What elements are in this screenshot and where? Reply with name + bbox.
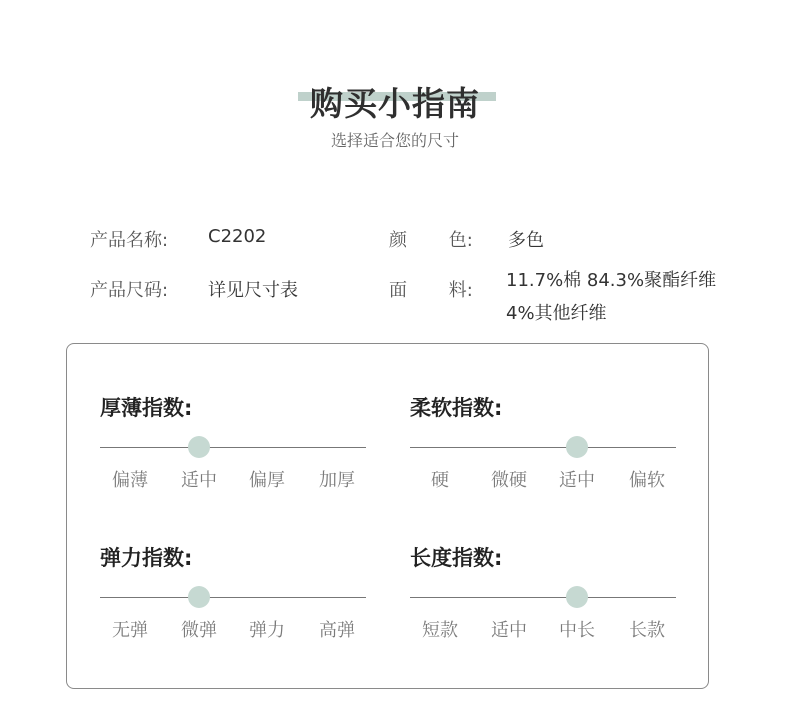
page-title: 购买小指南 (310, 84, 480, 123)
thickness-index-option: 偏厚 (249, 470, 285, 491)
thickness-index-title: 厚薄指数: (100, 396, 193, 420)
length-index-option: 中长 (559, 620, 595, 641)
length-index-option: 长款 (629, 620, 665, 641)
product-fabric-line2: 4%其他纤维 (506, 303, 607, 324)
product-fabric-label: 面 料: (389, 280, 473, 301)
thickness-index-option: 适中 (181, 470, 217, 491)
softness-index-track (410, 447, 676, 448)
elasticity-index-title: 弹力指数: (100, 546, 193, 570)
length-index-option: 适中 (491, 620, 527, 641)
softness-index-option: 微硬 (491, 470, 527, 491)
elasticity-index-option: 高弹 (319, 620, 355, 641)
thickness-index-option: 偏薄 (112, 470, 148, 491)
elasticity-index-marker (188, 586, 210, 608)
product-name-label: 产品名称: (90, 230, 169, 251)
product-color-value: 多色 (508, 230, 544, 251)
softness-index-option: 偏软 (629, 470, 665, 491)
thickness-index-option: 加厚 (319, 470, 355, 491)
thickness-index-marker (188, 436, 210, 458)
product-size-value: 详见尺寸表 (208, 280, 298, 301)
product-size-label: 产品尺码: (90, 280, 169, 301)
elasticity-index-track (100, 597, 366, 598)
softness-index-option: 适中 (559, 470, 595, 491)
softness-index-title: 柔软指数: (410, 396, 503, 420)
product-color-label: 颜 色: (389, 230, 473, 251)
length-index-marker (566, 586, 588, 608)
elasticity-index-option: 弹力 (249, 620, 285, 641)
thickness-index-track (100, 447, 366, 448)
length-index-title: 长度指数: (410, 546, 503, 570)
length-index-option: 短款 (422, 620, 458, 641)
product-name-value: C2202 (208, 226, 267, 247)
softness-index-option: 硬 (431, 470, 449, 491)
softness-index-marker (566, 436, 588, 458)
elasticity-index-option: 无弹 (112, 620, 148, 641)
elasticity-index-option: 微弹 (181, 620, 217, 641)
page-subtitle: 选择适合您的尺寸 (330, 131, 459, 150)
product-fabric-line1: 11.7%棉 84.3%聚酯纤维 (506, 270, 717, 291)
length-index-track (410, 597, 676, 598)
